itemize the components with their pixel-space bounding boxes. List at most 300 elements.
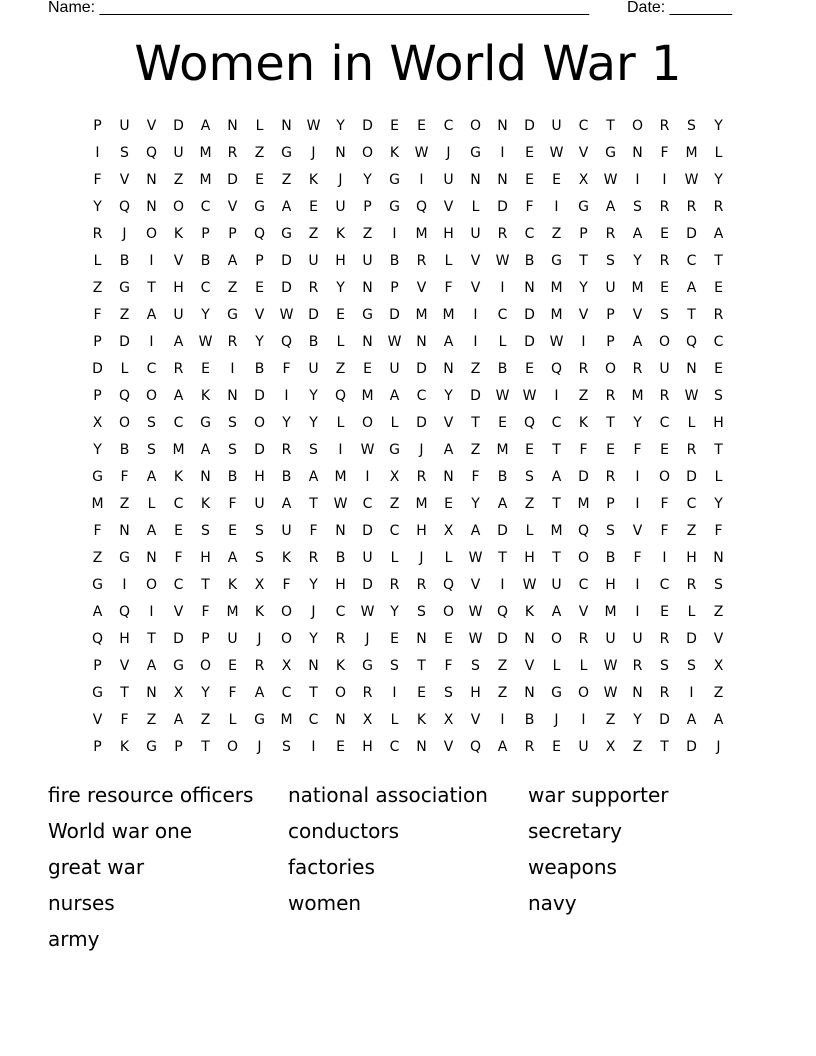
grid-letter[interactable]: K — [173, 225, 184, 242]
grid-letter[interactable]: M — [577, 495, 590, 512]
grid-letter[interactable]: A — [713, 225, 724, 242]
grid-letter[interactable]: M — [604, 603, 617, 620]
grid-letter[interactable]: O — [361, 144, 374, 161]
grid-letter[interactable]: Z — [335, 360, 346, 377]
grid-letter[interactable]: Y — [633, 711, 642, 728]
grid-letter[interactable]: V — [470, 252, 481, 269]
grid-letter[interactable]: R — [713, 198, 724, 215]
grid-letter[interactable]: D — [281, 279, 292, 296]
grid-letter[interactable]: X — [578, 171, 589, 188]
grid-letter[interactable]: Y — [93, 198, 102, 215]
grid-letter[interactable]: R — [416, 252, 427, 269]
grid-letter[interactable]: N — [416, 738, 427, 755]
grid-letter[interactable]: N — [443, 360, 454, 377]
grid-letter[interactable]: L — [471, 198, 480, 215]
grid-letter[interactable]: J — [122, 225, 127, 242]
grid-letter[interactable]: R — [659, 198, 670, 215]
grid-letter[interactable]: U — [308, 252, 319, 269]
grid-letter[interactable]: O — [550, 630, 563, 647]
grid-letter[interactable]: Z — [146, 711, 157, 728]
grid-letter[interactable]: Y — [363, 171, 372, 188]
grid-letter[interactable]: G — [389, 171, 400, 188]
grid-letter[interactable]: N — [632, 144, 643, 161]
grid-letter[interactable]: V — [92, 711, 103, 728]
grid-letter[interactable]: M — [172, 441, 185, 458]
grid-letter[interactable]: E — [606, 441, 615, 458]
grid-letter[interactable]: T — [606, 414, 615, 431]
grid-letter[interactable]: H — [470, 684, 481, 701]
grid-letter[interactable]: H — [443, 225, 454, 242]
grid-letter[interactable]: J — [257, 738, 262, 755]
grid-letter[interactable]: A — [470, 522, 481, 539]
grid-letter[interactable]: R — [497, 225, 508, 242]
grid-letter[interactable]: Z — [119, 495, 130, 512]
grid-letter[interactable]: M — [415, 225, 428, 242]
grid-letter[interactable]: U — [362, 252, 373, 269]
grid-letter[interactable]: R — [308, 549, 319, 566]
grid-letter[interactable]: F — [282, 576, 291, 593]
grid-letter[interactable]: A — [146, 306, 157, 323]
grid-letter[interactable]: Z — [632, 738, 643, 755]
grid-letter[interactable]: T — [498, 549, 507, 566]
grid-letter[interactable]: G — [92, 684, 103, 701]
grid-letter[interactable]: U — [551, 576, 562, 593]
grid-letter[interactable]: E — [525, 144, 534, 161]
grid-letter[interactable]: C — [308, 711, 319, 728]
grid-letter[interactable]: P — [579, 225, 588, 242]
grid-letter[interactable]: J — [554, 711, 559, 728]
grid-letter[interactable]: S — [228, 441, 237, 458]
grid-letter[interactable]: G — [254, 711, 265, 728]
grid-letter[interactable]: E — [174, 522, 183, 539]
grid-letter[interactable]: Z — [92, 279, 103, 296]
grid-letter[interactable]: W — [603, 171, 618, 188]
grid-letter[interactable]: L — [147, 495, 156, 512]
grid-letter[interactable]: T — [687, 306, 696, 323]
grid-letter[interactable]: S — [660, 306, 669, 323]
grid-letter[interactable]: N — [497, 171, 508, 188]
grid-letter[interactable]: T — [201, 738, 210, 755]
grid-letter[interactable]: Z — [578, 387, 589, 404]
grid-letter[interactable]: O — [280, 603, 293, 620]
grid-letter[interactable]: F — [174, 549, 183, 566]
grid-letter[interactable]: E — [714, 360, 723, 377]
grid-letter[interactable]: R — [416, 468, 427, 485]
grid-letter[interactable]: D — [254, 441, 265, 458]
grid-letter[interactable]: L — [228, 711, 237, 728]
grid-letter[interactable]: Y — [201, 684, 210, 701]
grid-letter[interactable]: C — [416, 387, 427, 404]
grid-letter[interactable]: R — [578, 360, 589, 377]
grid-letter[interactable]: D — [686, 468, 697, 485]
grid-letter[interactable]: N — [713, 549, 724, 566]
grid-letter[interactable]: A — [686, 711, 697, 728]
grid-letter[interactable]: K — [578, 414, 589, 431]
grid-letter[interactable]: S — [660, 657, 669, 674]
grid-letter[interactable]: B — [389, 252, 400, 269]
grid-letter[interactable]: A — [632, 333, 643, 350]
grid-letter[interactable]: R — [227, 144, 238, 161]
grid-letter[interactable]: A — [146, 522, 157, 539]
grid-letter[interactable]: Y — [714, 495, 723, 512]
grid-letter[interactable]: D — [416, 414, 427, 431]
grid-letter[interactable]: I — [149, 252, 154, 269]
grid-letter[interactable]: M — [550, 306, 563, 323]
grid-letter[interactable]: B — [227, 468, 238, 485]
grid-letter[interactable]: F — [579, 441, 588, 458]
grid-letter[interactable]: O — [172, 198, 185, 215]
grid-letter[interactable]: P — [606, 495, 615, 512]
date-blank-line[interactable]: _______ — [669, 0, 732, 16]
grid-letter[interactable]: D — [686, 738, 697, 755]
grid-letter[interactable]: D — [92, 360, 103, 377]
grid-letter[interactable]: S — [147, 441, 156, 458]
grid-letter[interactable]: F — [228, 684, 237, 701]
grid-letter[interactable]: Q — [523, 414, 536, 431]
grid-letter[interactable]: T — [552, 441, 561, 458]
grid-letter[interactable]: T — [417, 657, 426, 674]
grid-letter[interactable]: N — [146, 171, 157, 188]
grid-letter[interactable]: P — [201, 225, 210, 242]
grid-letter[interactable]: U — [173, 144, 184, 161]
grid-letter[interactable]: M — [631, 279, 644, 296]
grid-letter[interactable]: R — [605, 468, 616, 485]
grid-letter[interactable]: K — [254, 603, 265, 620]
grid-letter[interactable]: U — [605, 279, 616, 296]
grid-letter[interactable]: S — [255, 549, 264, 566]
grid-letter[interactable]: I — [392, 225, 397, 242]
grid-letter[interactable]: N — [443, 468, 454, 485]
grid-letter[interactable]: Z — [497, 657, 508, 674]
grid-letter[interactable]: E — [336, 738, 345, 755]
grid-letter[interactable]: R — [173, 360, 184, 377]
grid-letter[interactable]: Z — [605, 711, 616, 728]
grid-letter[interactable]: N — [146, 549, 157, 566]
grid-letter[interactable]: E — [660, 603, 669, 620]
grid-letter[interactable]: S — [633, 198, 642, 215]
grid-letter[interactable]: B — [497, 360, 508, 377]
grid-letter[interactable]: N — [200, 468, 211, 485]
grid-letter[interactable]: J — [446, 144, 451, 161]
grid-letter[interactable]: Q — [442, 576, 455, 593]
grid-letter[interactable]: Q — [496, 603, 509, 620]
grid-letter[interactable]: F — [525, 198, 534, 215]
grid-letter[interactable]: K — [416, 711, 427, 728]
grid-letter[interactable]: V — [227, 198, 238, 215]
grid-letter[interactable]: E — [498, 414, 507, 431]
grid-letter[interactable]: D — [173, 630, 184, 647]
grid-letter[interactable]: C — [686, 495, 697, 512]
grid-letter[interactable]: G — [146, 738, 157, 755]
grid-letter[interactable]: P — [201, 630, 210, 647]
grid-letter[interactable]: P — [606, 333, 615, 350]
grid-letter[interactable]: X — [605, 738, 616, 755]
grid-letter[interactable]: T — [147, 630, 156, 647]
grid-letter[interactable]: S — [471, 657, 480, 674]
grid-letter[interactable]: C — [443, 117, 454, 134]
grid-letter[interactable]: L — [714, 468, 723, 485]
grid-letter[interactable]: X — [443, 522, 454, 539]
grid-letter[interactable]: Y — [282, 414, 291, 431]
grid-letter[interactable]: T — [147, 279, 156, 296]
grid-letter[interactable]: D — [119, 333, 130, 350]
grid-letter[interactable]: W — [360, 603, 375, 620]
grid-letter[interactable]: B — [308, 333, 319, 350]
grid-letter[interactable]: R — [659, 630, 670, 647]
grid-letter[interactable]: D — [362, 576, 373, 593]
grid-letter[interactable]: O — [280, 630, 293, 647]
grid-letter[interactable]: L — [444, 252, 453, 269]
grid-letter[interactable]: Q — [550, 360, 563, 377]
grid-letter[interactable]: S — [714, 387, 723, 404]
grid-letter[interactable]: T — [552, 495, 561, 512]
grid-letter[interactable]: M — [280, 711, 293, 728]
grid-letter[interactable]: V — [416, 279, 427, 296]
grid-letter[interactable]: O — [145, 225, 158, 242]
grid-letter[interactable]: K — [227, 576, 238, 593]
grid-letter[interactable]: O — [577, 684, 590, 701]
grid-letter[interactable]: L — [93, 252, 102, 269]
grid-letter[interactable]: S — [444, 684, 453, 701]
grid-letter[interactable]: A — [389, 387, 400, 404]
grid-letter[interactable]: O — [658, 468, 671, 485]
grid-letter[interactable]: S — [417, 603, 426, 620]
grid-letter[interactable]: E — [525, 441, 534, 458]
grid-letter[interactable]: E — [660, 441, 669, 458]
grid-letter[interactable]: I — [473, 306, 478, 323]
grid-letter[interactable]: G — [551, 252, 562, 269]
grid-letter[interactable]: D — [470, 387, 481, 404]
grid-letter[interactable]: A — [497, 495, 508, 512]
grid-letter[interactable]: A — [200, 441, 211, 458]
grid-letter[interactable]: D — [416, 360, 427, 377]
grid-letter[interactable]: S — [525, 468, 534, 485]
grid-letter[interactable]: D — [578, 468, 589, 485]
grid-letter[interactable]: G — [281, 144, 292, 161]
grid-letter[interactable]: Z — [551, 225, 562, 242]
grid-letter[interactable]: A — [173, 387, 184, 404]
grid-letter[interactable]: B — [200, 252, 211, 269]
grid-letter[interactable]: E — [714, 279, 723, 296]
grid-letter[interactable]: N — [335, 711, 346, 728]
grid-letter[interactable]: P — [255, 252, 264, 269]
grid-letter[interactable]: M — [685, 144, 698, 161]
grid-letter[interactable]: R — [632, 360, 643, 377]
grid-letter[interactable]: Z — [92, 549, 103, 566]
grid-letter[interactable]: I — [392, 684, 397, 701]
grid-letter[interactable]: I — [500, 576, 505, 593]
grid-letter[interactable]: M — [496, 441, 509, 458]
grid-letter[interactable]: E — [336, 306, 345, 323]
grid-letter[interactable]: V — [119, 171, 130, 188]
grid-letter[interactable]: C — [686, 252, 697, 269]
grid-letter[interactable]: V — [578, 603, 589, 620]
grid-letter[interactable]: F — [444, 279, 453, 296]
grid-letter[interactable]: Q — [469, 738, 482, 755]
grid-letter[interactable]: Z — [119, 306, 130, 323]
grid-letter[interactable]: R — [686, 198, 697, 215]
grid-letter[interactable]: I — [662, 549, 667, 566]
grid-letter[interactable]: X — [254, 576, 265, 593]
grid-letter[interactable]: M — [199, 171, 212, 188]
grid-letter[interactable]: I — [635, 495, 640, 512]
grid-letter[interactable]: U — [281, 522, 292, 539]
grid-letter[interactable]: N — [281, 117, 292, 134]
grid-letter[interactable]: I — [500, 144, 505, 161]
grid-letter[interactable]: J — [338, 171, 343, 188]
grid-letter[interactable]: T — [714, 252, 723, 269]
grid-letter[interactable]: W — [306, 117, 321, 134]
grid-letter[interactable]: A — [173, 711, 184, 728]
grid-letter[interactable]: C — [551, 414, 562, 431]
grid-letter[interactable]: A — [308, 468, 319, 485]
grid-letter[interactable]: B — [335, 549, 346, 566]
grid-letter[interactable]: L — [687, 414, 696, 431]
grid-letter[interactable]: I — [554, 387, 559, 404]
grid-letter[interactable]: J — [311, 603, 316, 620]
grid-letter[interactable]: P — [93, 738, 102, 755]
grid-letter[interactable]: I — [500, 711, 505, 728]
grid-letter[interactable]: U — [389, 360, 400, 377]
grid-letter[interactable]: R — [686, 441, 697, 458]
grid-letter[interactable]: U — [119, 117, 130, 134]
grid-letter[interactable]: S — [606, 522, 615, 539]
grid-letter[interactable]: I — [284, 387, 289, 404]
grid-letter[interactable]: C — [497, 306, 508, 323]
grid-letter[interactable]: Z — [470, 360, 481, 377]
grid-letter[interactable]: A — [146, 468, 157, 485]
grid-letter[interactable]: V — [713, 630, 724, 647]
grid-letter[interactable]: U — [578, 738, 589, 755]
grid-letter[interactable]: O — [361, 414, 374, 431]
grid-letter[interactable]: G — [389, 441, 400, 458]
grid-letter[interactable]: A — [497, 738, 508, 755]
grid-letter[interactable]: V — [632, 522, 643, 539]
grid-letter[interactable]: Y — [633, 414, 642, 431]
grid-letter[interactable]: V — [470, 279, 481, 296]
grid-letter[interactable]: W — [360, 441, 375, 458]
grid-letter[interactable]: J — [419, 549, 424, 566]
grid-letter[interactable]: Z — [173, 171, 184, 188]
grid-letter[interactable]: N — [416, 333, 427, 350]
grid-letter[interactable]: L — [552, 657, 561, 674]
grid-letter[interactable]: O — [145, 387, 158, 404]
grid-letter[interactable]: A — [281, 198, 292, 215]
grid-letter[interactable]: Y — [336, 117, 345, 134]
grid-letter[interactable]: W — [684, 171, 699, 188]
grid-letter[interactable]: A — [227, 549, 238, 566]
grid-letter[interactable]: Z — [389, 495, 400, 512]
grid-letter[interactable]: M — [631, 387, 644, 404]
grid-letter[interactable]: K — [335, 657, 346, 674]
grid-letter[interactable]: D — [281, 252, 292, 269]
grid-letter[interactable]: W — [468, 603, 483, 620]
grid-letter[interactable]: C — [146, 360, 157, 377]
grid-letter[interactable]: Q — [91, 630, 104, 647]
grid-letter[interactable]: M — [361, 387, 374, 404]
grid-letter[interactable]: V — [443, 738, 454, 755]
grid-letter[interactable]: E — [228, 657, 237, 674]
grid-letter[interactable]: L — [525, 522, 534, 539]
grid-letter[interactable]: O — [334, 684, 347, 701]
grid-letter[interactable]: R — [92, 225, 103, 242]
grid-letter[interactable]: X — [443, 711, 454, 728]
grid-letter[interactable]: F — [714, 522, 723, 539]
grid-letter[interactable]: R — [281, 441, 292, 458]
grid-letter[interactable]: I — [419, 171, 424, 188]
grid-letter[interactable]: L — [498, 333, 507, 350]
grid-letter[interactable]: R — [416, 576, 427, 593]
grid-letter[interactable]: I — [635, 576, 640, 593]
grid-letter[interactable]: H — [686, 549, 697, 566]
grid-letter[interactable]: W — [549, 144, 564, 161]
grid-letter[interactable]: O — [631, 117, 644, 134]
grid-letter[interactable]: J — [257, 630, 262, 647]
grid-letter[interactable]: F — [309, 522, 318, 539]
grid-letter[interactable]: N — [632, 684, 643, 701]
grid-letter[interactable]: V — [578, 144, 589, 161]
grid-letter[interactable]: Q — [334, 387, 347, 404]
grid-letter[interactable]: R — [227, 333, 238, 350]
grid-letter[interactable]: L — [444, 549, 453, 566]
grid-letter[interactable]: X — [713, 657, 724, 674]
grid-letter[interactable]: D — [686, 225, 697, 242]
grid-letter[interactable]: H — [524, 549, 535, 566]
grid-letter[interactable]: B — [254, 360, 265, 377]
grid-letter[interactable]: N — [308, 657, 319, 674]
grid-letter[interactable]: A — [443, 333, 454, 350]
grid-letter[interactable]: I — [635, 171, 640, 188]
grid-letter[interactable]: E — [390, 630, 399, 647]
grid-letter[interactable]: T — [552, 549, 561, 566]
grid-letter[interactable]: E — [228, 522, 237, 539]
grid-letter[interactable]: N — [470, 171, 481, 188]
grid-letter[interactable]: I — [230, 360, 235, 377]
grid-letter[interactable]: M — [415, 306, 428, 323]
grid-letter[interactable]: L — [255, 117, 264, 134]
grid-letter[interactable]: C — [200, 198, 211, 215]
grid-letter[interactable]: O — [658, 333, 671, 350]
grid-letter[interactable]: P — [390, 279, 399, 296]
grid-letter[interactable]: I — [473, 333, 478, 350]
grid-letter[interactable]: W — [522, 387, 537, 404]
grid-letter[interactable]: A — [551, 603, 562, 620]
grid-letter[interactable]: D — [686, 630, 697, 647]
grid-letter[interactable]: W — [549, 333, 564, 350]
grid-letter[interactable]: E — [390, 117, 399, 134]
grid-letter[interactable]: B — [605, 549, 616, 566]
grid-letter[interactable]: R — [659, 117, 670, 134]
grid-letter[interactable]: K — [389, 144, 400, 161]
grid-letter[interactable]: A — [146, 657, 157, 674]
grid-letter[interactable]: E — [255, 171, 264, 188]
grid-letter[interactable]: I — [581, 711, 586, 728]
grid-letter[interactable]: Y — [201, 306, 210, 323]
grid-letter[interactable]: V — [146, 117, 157, 134]
grid-letter[interactable]: D — [254, 387, 265, 404]
grid-letter[interactable]: R — [659, 387, 670, 404]
grid-letter[interactable]: S — [309, 441, 318, 458]
grid-letter[interactable]: Z — [497, 684, 508, 701]
grid-letter[interactable]: G — [362, 657, 373, 674]
grid-letter[interactable]: Z — [524, 495, 535, 512]
grid-letter[interactable]: G — [254, 198, 265, 215]
grid-letter[interactable]: C — [389, 522, 400, 539]
grid-letter[interactable]: G — [227, 306, 238, 323]
grid-letter[interactable]: C — [173, 414, 184, 431]
grid-letter[interactable]: X — [362, 711, 373, 728]
grid-letter[interactable]: Q — [118, 387, 131, 404]
